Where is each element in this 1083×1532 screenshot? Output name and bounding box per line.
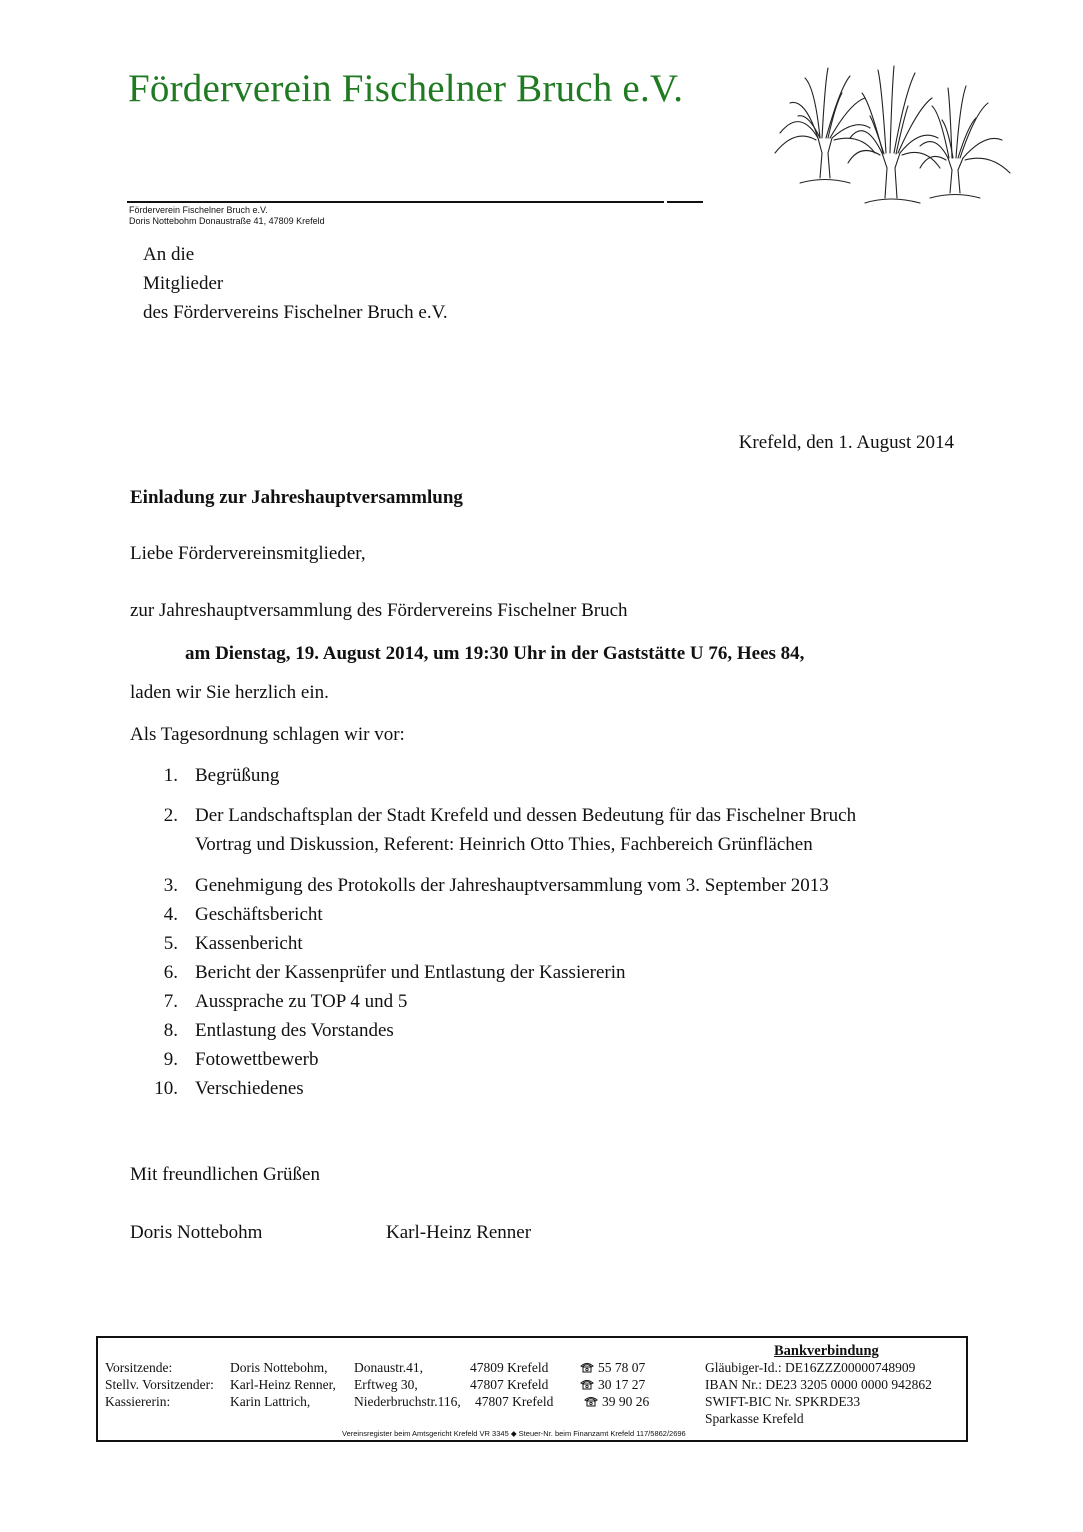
agenda-item: Bericht der Kassenprüfer und Entlastung der Kassiererin: [195, 962, 626, 983]
agenda-number: 8.: [163, 1020, 178, 1041]
contact-street: Donaustr.41,: [354, 1360, 423, 1375]
invite-text: laden wir Sie herzlich ein.: [130, 682, 329, 703]
telephone-icon: [580, 1362, 594, 1373]
contact-role: Vorsitzende:: [105, 1360, 173, 1375]
event-details: am Dienstag, 19. August 2014, um 19:30 Uhr in der Gaststätte U 76, Hees 84,: [185, 643, 805, 664]
telephone-icon: [584, 1396, 598, 1407]
signature-left: Doris Nottebohm: [130, 1222, 263, 1243]
bank-title: Bankverbindung: [774, 1343, 879, 1359]
recipient-line-3: des Fördervereins Fischelner Bruch e.V.: [143, 302, 448, 323]
agenda-item: Fotowettbewerb: [195, 1049, 319, 1070]
agenda-number: 7.: [163, 991, 178, 1012]
contact-city: 47809 Krefeld: [470, 1360, 549, 1375]
bank-line: SWIFT-BIC Nr. SPKRDE33: [705, 1394, 861, 1409]
agenda-item: Geschäftsbericht: [195, 904, 323, 925]
salutation: Liebe Fördervereinsmitglieder,: [130, 543, 366, 564]
contact-phone-number: 39 90 26: [602, 1394, 650, 1409]
sender-line-1: Förderverein Fischelner Bruch e.V.: [129, 205, 268, 215]
register-info: Vereinsregister beim Amtsgericht Krefeld VR 3345 ◆ Steuer-Nr. beim Finanzamt Krefeld 117/5862/2696: [342, 1429, 686, 1438]
bank-line: IBAN Nr.: DE23 3205 0000 0000 942862: [705, 1377, 932, 1392]
contact-role: Kassiererin:: [105, 1394, 171, 1409]
agenda-number: 3.: [163, 875, 178, 896]
agenda-item: Entlastung des Vorstandes: [195, 1020, 394, 1041]
contact-phone-number: 55 78 07: [598, 1360, 646, 1375]
agenda-number: 9.: [163, 1049, 178, 1070]
contact-phone: [584, 1394, 649, 1410]
subject-line: Einladung zur Jahreshauptversammlung: [130, 487, 463, 508]
agenda-number: 5.: [163, 933, 178, 954]
footer-box: [96, 1336, 968, 1442]
agenda-item: Kassenbericht: [195, 933, 303, 954]
bank-line: Sparkasse Krefeld: [705, 1411, 804, 1426]
organization-title: Förderverein Fischelner Bruch e.V.: [128, 67, 684, 110]
agenda-number: 10.: [154, 1078, 178, 1099]
agenda-item-detail: Vortrag und Diskussion, Referent: Heinrich Otto Thies, Fachbereich Grünflächen: [195, 834, 813, 855]
contact-name: Karl-Heinz Renner,: [230, 1377, 336, 1392]
sender-rule: [127, 201, 664, 203]
contact-phone-number: 30 17 27: [598, 1377, 646, 1392]
contact-phone: [580, 1377, 645, 1393]
contact-street: Erftweg 30,: [354, 1377, 418, 1392]
agenda-number: 2.: [163, 805, 178, 826]
recipient-line-1: An die: [143, 244, 195, 265]
agenda-intro: Als Tagesordnung schlagen wir vor:: [130, 724, 405, 745]
sender-line-2: Doris Nottebohm Donaustraße 41, 47809 Krefeld: [129, 216, 325, 226]
recipient-line-2: Mitglieder: [143, 273, 224, 294]
agenda-item: Aussprache zu TOP 4 und 5: [195, 991, 408, 1012]
contact-name: Karin Lattrich,: [230, 1394, 311, 1409]
contact-name: Doris Nottebohm,: [230, 1360, 328, 1375]
date-line: Krefeld, den 1. August 2014: [738, 432, 954, 453]
contact-city: 47807 Krefeld: [475, 1394, 554, 1409]
telephone-icon: [580, 1379, 594, 1390]
contact-role: Stellv. Vorsitzender:: [105, 1377, 214, 1392]
contact-city: 47807 Krefeld: [470, 1377, 549, 1392]
agenda-number: 1.: [163, 765, 178, 786]
intro-text: zur Jahreshauptversammlung des Fördervereins Fischelner Bruch: [130, 600, 628, 621]
agenda-number: 4.: [163, 904, 178, 925]
agenda-item: Der Landschaftsplan der Stadt Krefeld und dessen Bedeutung für das Fischelner Bruch: [195, 805, 857, 826]
closing: Mit freundlichen Grüßen: [130, 1164, 320, 1185]
agenda-item: Verschiedenes: [195, 1078, 304, 1099]
agenda-number: 6.: [163, 962, 178, 983]
signature-right: Karl-Heinz Renner: [386, 1222, 532, 1243]
agenda-item: Begrüßung: [195, 765, 280, 786]
contact-street: Niederbruchstr.116,: [354, 1394, 461, 1409]
agenda-item: Genehmigung des Protokolls der Jahreshauptversammlung vom 3. September 2013: [195, 875, 829, 896]
contact-phone: [580, 1360, 645, 1376]
willow-trees-icon: [770, 58, 1020, 208]
bank-line: Gläubiger-Id.: DE16ZZZ00000748909: [705, 1360, 916, 1375]
sender-rule-short: [667, 201, 703, 203]
